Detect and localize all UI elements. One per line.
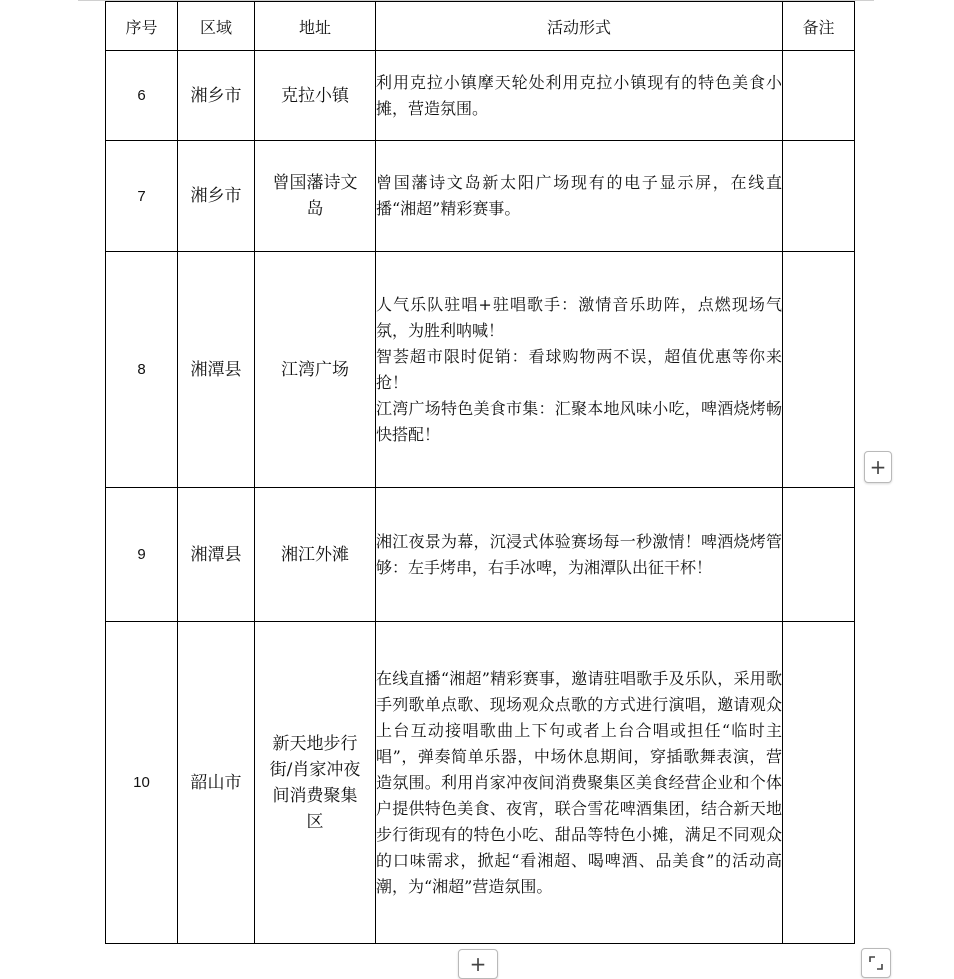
cell-activity[interactable] [376,141,783,252]
activity-paragraph: 利用克拉小镇摩天轮处利用克拉小镇现有的特色美食小摊，营造氛围。 [376,72,782,118]
address-text: 湘江外滩 [281,544,349,565]
cell-address[interactable] [255,141,376,252]
cell-address[interactable] [255,488,376,622]
cell-address[interactable] [255,622,376,944]
table-row [106,51,855,141]
table-row [106,488,855,622]
header-num: 序号 [106,2,178,51]
cell-activity[interactable] [376,51,783,141]
activity-table [105,1,855,944]
cell-activity[interactable] [376,488,783,622]
table-row [106,252,855,488]
resize-corner-icon [866,953,886,973]
cell-num[interactable]: 9 [106,488,178,622]
activity-paragraph: 江湾广场特色美食市集：汇聚本地风味小吃，啤酒烧烤畅快搭配！ [376,398,782,444]
cell-num[interactable]: 7 [106,141,178,252]
table-row [106,141,855,252]
cell-activity[interactable] [376,622,783,944]
activity-paragraph: 在线直播“湘超”精彩赛事，邀请驻唱歌手及乐队，采用歌手列歌单点歌、现场观众点歌的方式进行演唱，邀请观众上台互动接唱歌曲上下句或者上台合唱或担任“临时主唱”，弹奏简单乐器，中场休息期间，穿插歌舞表演，营造氛围。利用肖家冲夜间消费聚集区美食经营企业和个体户提供特色美食、夜宵，联合雪花啤酒集团，结合新天地步行街现有的特色小吃、甜品等特色小摊，满足不同观众的口味需求，掀起“看湘超、喝啤酒、品美食”的活动高潮，为“湘超”营造氛围。 [376,668,782,896]
cell-note[interactable] [783,141,855,252]
header-address: 地址 [255,2,376,51]
cell-region[interactable]: 湘潭县 [178,252,255,488]
cell-note[interactable] [783,252,855,488]
cell-num[interactable]: 6 [106,51,178,141]
activity-paragraph: 人气乐队驻唱+驻唱歌手：激情音乐助阵，点燃现场气氛，为胜利呐喊！ [376,294,782,340]
cell-address[interactable] [255,51,376,141]
cell-num[interactable]: 10 [106,622,178,944]
cell-note[interactable] [783,488,855,622]
table-row [106,622,855,944]
header-activity: 活动形式 [376,2,783,51]
address-text: 新天地步行街/肖家冲夜间消费聚集区 [269,733,361,832]
add-row-button[interactable]: + [458,949,498,979]
activity-paragraph: 智荟超市限时促销：看球购物两不误，超值优惠等你来抢！ [376,346,782,392]
cell-region[interactable]: 湘乡市 [178,51,255,141]
table-header-row [106,2,855,51]
cell-note[interactable] [783,51,855,141]
cell-region[interactable]: 湘乡市 [178,141,255,252]
add-column-button[interactable]: + [864,451,892,483]
address-text: 曾国藩诗文岛 [272,173,358,219]
cell-region[interactable]: 韶山市 [178,622,255,944]
address-text: 江湾广场 [281,359,349,380]
cell-num[interactable]: 8 [106,252,178,488]
table-resize-handle[interactable] [861,948,891,978]
header-note: 备注 [783,2,855,51]
activity-paragraph: 湘江夜景为幕，沉浸式体验赛场每一秒激情！啤酒烧烤管够：左手烤串，右手冰啤，为湘潭队出征干杯！ [376,531,782,577]
address-text: 克拉小镇 [281,85,349,106]
cell-activity[interactable] [376,252,783,488]
cell-region[interactable]: 湘潭县 [178,488,255,622]
activity-paragraph: 曾国藩诗文岛新太阳广场现有的电子显示屏，在线直播“湘超”精彩赛事。 [376,173,782,218]
cell-address[interactable] [255,252,376,488]
header-region: 区域 [178,2,255,51]
cell-note[interactable] [783,622,855,944]
